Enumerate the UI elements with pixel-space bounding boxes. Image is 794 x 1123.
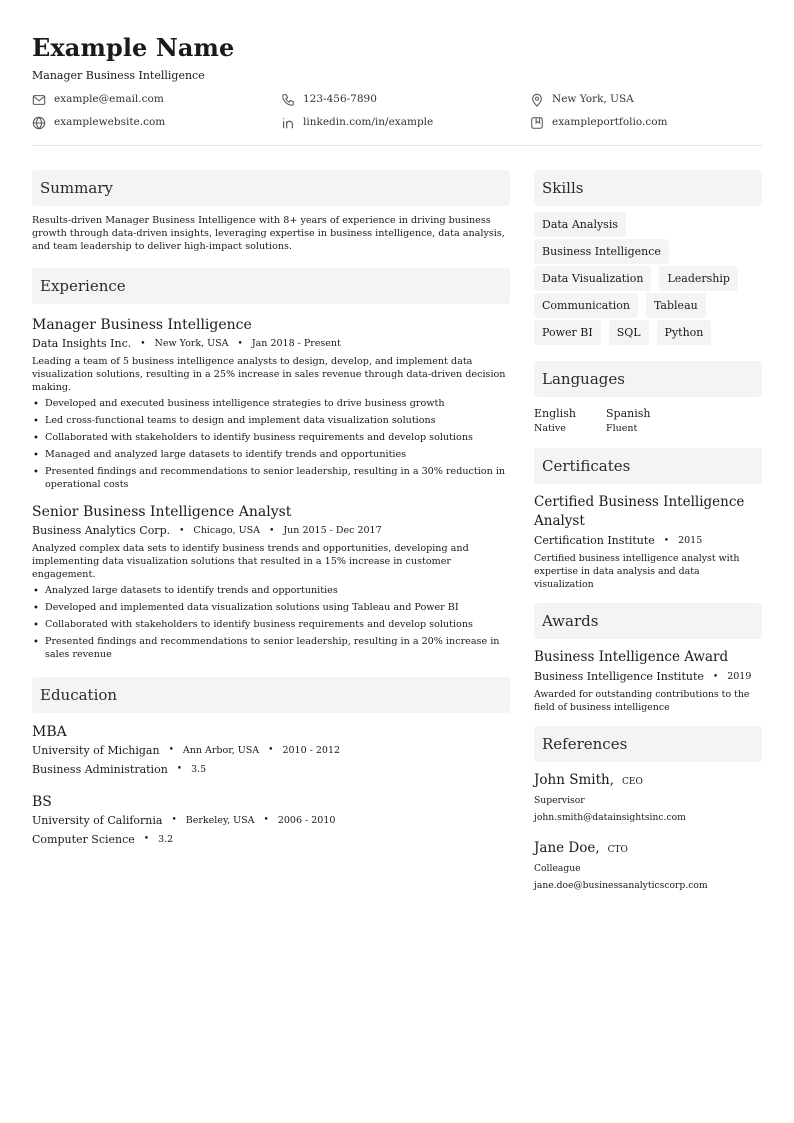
certificate-meta <box>534 533 762 549</box>
award-issuer: Business Intelligence Institute <box>534 670 704 683</box>
skills-list <box>534 212 762 347</box>
portfolio-icon <box>530 116 544 130</box>
skill-chip: Tableau <box>646 293 706 318</box>
job-bullet: • Collaborated with stakeholders to identify business requirements and develop solutions <box>32 618 510 631</box>
separator-dot: • <box>168 745 174 755</box>
contact-linkedin-text: linkedin.com/in/example <box>303 116 434 128</box>
candidate-title: Manager Business Intelligence <box>32 69 205 82</box>
references-heading: References <box>534 726 762 762</box>
contact-email[interactable] <box>32 92 281 107</box>
job-bullet: • Managed and analyzed large datasets to identify trends and opportunities <box>32 448 510 461</box>
job-entry <box>32 503 510 661</box>
skill-chip: SQL <box>609 320 649 345</box>
job-bullet: • Developed and implemented data visualization solutions using Tableau and Power BI <box>32 601 510 614</box>
language-name: English <box>534 407 576 420</box>
job-bullet: • Collaborated with stakeholders to identify business requirements and develop solutions <box>32 431 510 444</box>
skill-chip: Python <box>657 320 712 345</box>
job-location: New York, USA <box>154 338 229 349</box>
education-degree: BS <box>32 794 52 810</box>
education-degree: MBA <box>32 724 67 740</box>
summary-text: Results-driven Manager Business Intelligence with 8+ years of experience in driving business growth through data-driven insights, leveraging expertise in business intelligence, data analysis, and team leadership to deliver high-impact solutions. <box>32 215 505 252</box>
education-meta <box>32 741 510 760</box>
header-divider <box>32 145 762 146</box>
award-description: Awarded for outstanding contributions to the field of business intelligence <box>534 689 750 713</box>
location-pin-icon <box>530 93 544 107</box>
separator-dot: • <box>237 339 243 349</box>
separator-dot: • <box>268 745 274 755</box>
education-school: University of Michigan <box>32 744 160 757</box>
job-location: Chicago, USA <box>193 525 261 536</box>
job-description: Analyzed complex data sets to identify business trends and opportunities, developing and implementing data visualization solutions that resulted in a 15% increase in customer engagement. <box>32 543 469 580</box>
globe-icon <box>32 116 46 130</box>
job-title: Manager Business Intelligence <box>32 317 252 333</box>
education-location: Ann Arbor, USA <box>182 745 260 756</box>
reference-email[interactable]: john.smith@datainsightsinc.com <box>534 812 686 823</box>
award-title: Business Intelligence Award <box>534 649 729 665</box>
education-dates: 2010 - 2012 <box>282 745 341 756</box>
separator-dot: • <box>179 526 185 536</box>
reference-entry <box>534 771 762 826</box>
summary-heading: Summary <box>32 170 510 206</box>
job-title: Senior Business Intelligence Analyst <box>32 504 292 520</box>
education-meta <box>32 811 510 830</box>
resume-page <box>32 34 762 907</box>
certificate-year: 2015 <box>678 535 703 546</box>
reference-relation: Supervisor <box>534 795 585 806</box>
separator-dot: • <box>143 834 150 844</box>
right-column <box>534 170 762 907</box>
education-gpa: 3.2 <box>158 834 174 845</box>
skill-chip: Communication <box>534 293 638 318</box>
language-level: Fluent <box>606 423 638 434</box>
certificate-description: Certified business intelligence analyst with expertise in data analysis and data visualization <box>534 553 740 590</box>
job-bullet: • Presented findings and recommendations to senior leadership, resulting in a 20% increase in sales revenue <box>32 635 510 661</box>
languages-heading: Languages <box>534 361 762 397</box>
contact-location <box>530 92 762 107</box>
education-gpa: 3.5 <box>191 764 207 775</box>
separator-dot: • <box>140 339 146 349</box>
contact-portfolio-text: exampleportfolio.com <box>552 116 668 128</box>
job-bullet: • Developed and executed business intelligence strategies to drive business growth <box>32 397 510 410</box>
contact-linkedin[interactable] <box>281 115 530 130</box>
education-dates: 2006 - 2010 <box>277 815 336 826</box>
award-year: 2019 <box>727 671 752 682</box>
language-name: Spanish <box>606 407 651 420</box>
certificate-issuer: Certification Institute <box>534 534 655 547</box>
reference-email[interactable]: jane.doe@businessanalyticscorp.com <box>534 880 708 891</box>
references-list <box>534 771 762 894</box>
job-company: Data Insights Inc. <box>32 337 132 350</box>
job-bullet: • Analyzed large datasets to identify trends and opportunities <box>32 584 510 597</box>
reference-name: Jane Doe, <box>534 840 600 856</box>
award-entry <box>534 648 762 714</box>
skill-chip: Power BI <box>534 320 601 345</box>
separator-dot: • <box>263 815 269 825</box>
candidate-name: Example Name <box>32 33 235 62</box>
skill-chip: Data Visualization <box>534 266 651 291</box>
job-entry <box>32 316 510 491</box>
education-entry <box>32 793 510 849</box>
contact-phone-text: 123-456-7890 <box>303 93 377 105</box>
contact-portfolio[interactable] <box>530 115 762 130</box>
education-field: Business Administration <box>32 763 168 776</box>
left-column <box>32 170 510 907</box>
skill-chip: Business Intelligence <box>534 239 669 264</box>
job-company: Business Analytics Corp. <box>32 524 171 537</box>
languages-list <box>534 406 762 436</box>
contact-list <box>32 92 762 130</box>
certificate-entry <box>534 493 762 591</box>
contact-email-text: example@email.com <box>54 93 164 105</box>
contact-website[interactable] <box>32 115 281 130</box>
education-school: University of California <box>32 814 163 827</box>
job-bullet: • Led cross-functional teams to design and implement data visualization solutions <box>32 414 510 427</box>
language-item <box>534 406 606 436</box>
skill-chip: Data Analysis <box>534 212 626 237</box>
job-bullet: • Presented findings and recommendations to senior leadership, resulting in a 30% reduction in operational costs <box>32 465 510 491</box>
experience-heading: Experience <box>32 268 510 304</box>
separator-dot: • <box>176 764 183 774</box>
language-item <box>606 406 678 436</box>
reference-role: CEO <box>622 777 643 787</box>
contact-location-text: New York, USA <box>552 93 634 105</box>
language-level: Native <box>534 423 566 434</box>
linkedin-icon <box>281 116 295 130</box>
job-dates: Jun 2015 - Dec 2017 <box>283 525 382 536</box>
certificates-heading: Certificates <box>534 448 762 484</box>
award-meta <box>534 669 762 685</box>
separator-dot: • <box>171 815 177 825</box>
resume-header <box>32 34 762 130</box>
education-field-line <box>32 830 510 849</box>
awards-heading: Awards <box>534 603 762 639</box>
education-entry <box>32 723 510 779</box>
reference-role: CTO <box>607 845 628 855</box>
reference-relation: Colleague <box>534 863 581 874</box>
certificate-title: Certified Business Intelligence Analyst <box>534 494 745 529</box>
separator-dot: • <box>663 536 670 546</box>
reference-name: John Smith, <box>534 772 614 788</box>
skills-heading: Skills <box>534 170 762 206</box>
job-description: Leading a team of 5 business intelligence analysts to design, develop, and implement data visualization solutions, resulting in a 25% increase in sales revenue through data-driven decision making. <box>32 356 506 393</box>
education-field-line <box>32 760 510 779</box>
education-field: Computer Science <box>32 833 135 846</box>
job-bullets <box>32 397 510 491</box>
job-bullets <box>32 584 510 661</box>
mail-icon <box>32 93 46 107</box>
education-heading: Education <box>32 677 510 713</box>
job-meta <box>32 523 510 539</box>
reference-entry <box>534 839 762 894</box>
contact-website-text: examplewebsite.com <box>54 116 166 128</box>
skill-chip: Leadership <box>659 266 737 291</box>
job-dates: Jan 2018 - Present <box>251 338 341 349</box>
education-location: Berkeley, USA <box>185 815 255 826</box>
separator-dot: • <box>712 672 719 682</box>
job-meta <box>32 336 510 352</box>
separator-dot: • <box>269 526 275 536</box>
contact-phone[interactable] <box>281 92 530 107</box>
phone-icon <box>281 93 295 107</box>
